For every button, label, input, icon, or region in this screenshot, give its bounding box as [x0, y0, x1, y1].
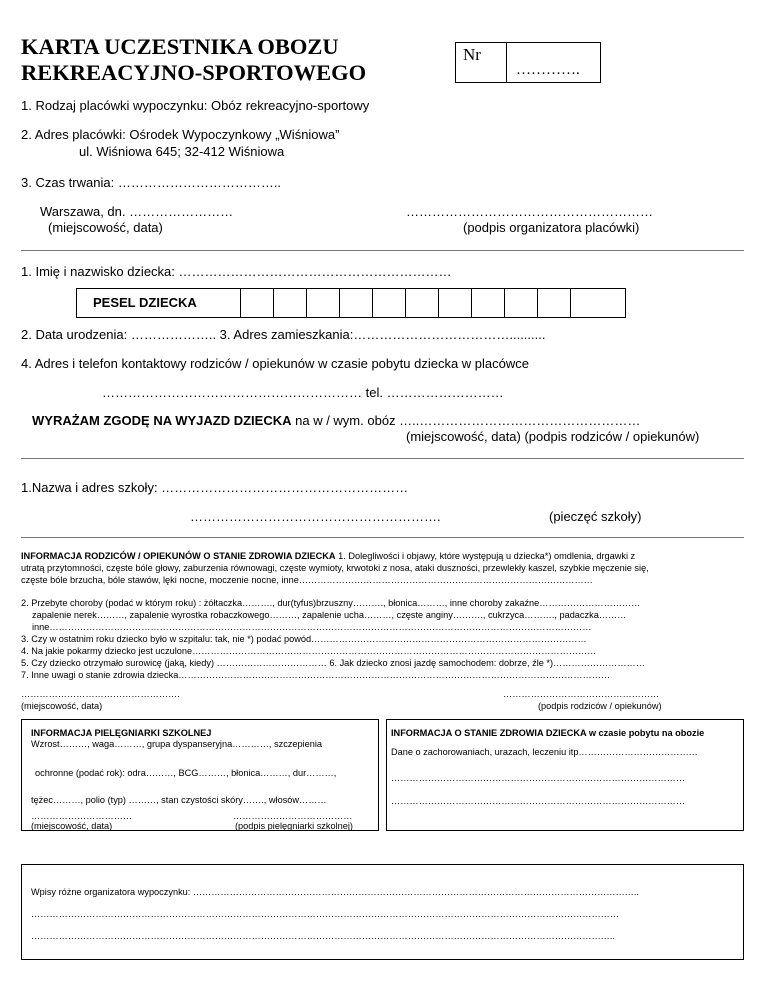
- zdrowie-line3[interactable]: częste bóle brzucha, bóle stawów, lęki nocne, moczenie nocne, inne……………………………………………………………………………………: [21, 575, 593, 585]
- zdrowie-line1-rest: 1. Dolegliwości i objawy, które występują u dziecka*) omdlenia, drgawki z: [335, 551, 636, 561]
- pielegniarka-line1[interactable]: Wzrost………, waga………, grupa dyspanseryjna…………, szczepienia: [31, 739, 323, 749]
- data-urodzenia-adres-field[interactable]: 2. Data urodzenia: ……………….. 3. Adres zamieszkania:………………………………..........: [21, 327, 546, 342]
- pielegniarka-label-left: (miejscowość, data): [31, 821, 113, 831]
- pesel-cell[interactable]: [273, 289, 306, 317]
- podpis-organizatora-label: (podpis organizatora placówki): [463, 220, 640, 235]
- divider-3: [21, 537, 744, 538]
- zdrowie-line2: utratą przytomności, częste bóle głowy, zaburzenia równowagi, częste wymioty, krwotoki z nosa, ataki duszności, przewlekły kaszel, szybkie męczenie się,: [21, 563, 649, 573]
- pesel-cell[interactable]: [405, 289, 438, 317]
- pielegniarka-title: INFORMACJA PIELĘGNIARKI SZKOLNEJ: [31, 728, 212, 738]
- zdrowie-podpis-label: (podpis rodziców / opiekunów): [538, 701, 662, 711]
- pieczec-label: (pieczęć szkoły): [549, 509, 642, 524]
- pesel-cells[interactable]: [240, 289, 603, 317]
- uczulenia-field[interactable]: 4. Na jakie pokarmy dziecko jest uczulone……………………………………………………………………………………………………………………: [21, 646, 597, 656]
- stan-zdrowia-obozie-line2[interactable]: ……………………………………………………………………………………: [391, 773, 685, 783]
- surowica-jazda-field[interactable]: 5. Czy dziecko otrzymało surowicę (jaką, kiedy) ……………………………… 6. Jak dziecko znosi jazdę samochodem: dobrze, źle *)…………………………: [21, 658, 645, 668]
- pesel-cell[interactable]: [372, 289, 405, 317]
- adres-telefon-field[interactable]: …………………………………………………… tel. ………………………: [102, 385, 504, 400]
- adres-telefon-label: 4. Adres i telefon kontaktowy rodziców / opiekunów w czasie pobytu dziecka w placówce: [21, 356, 529, 371]
- pesel-cell[interactable]: [570, 289, 603, 317]
- pesel-label: PESEL DZIECKA: [93, 295, 197, 310]
- pielegniarka-dots-right[interactable]: …………………………………: [233, 811, 353, 821]
- pesel-cell[interactable]: [240, 289, 273, 317]
- form-title-line1: KARTA UCZESTNIKA OBOZU: [21, 34, 339, 59]
- pielegniarka-line3[interactable]: tężec………, polio (typ) ………, stan czystości skóry……., włosów………: [31, 795, 327, 805]
- pesel-box: [76, 288, 626, 318]
- zdrowie-heading: INFORMACJA RODZICÓW / OPIEKUNÓW O STANIE ZDROWIA DZIECKA: [21, 551, 336, 561]
- wpisy-line2[interactable]: …………………………………………………………………………………………………………………………………………………………………………: [31, 909, 619, 919]
- pielegniarka-dots-left[interactable]: ……………………………: [31, 811, 133, 821]
- stan-zdrowia-obozie-line3[interactable]: ……………………………………………………………………………………: [391, 796, 685, 806]
- szkola-dots[interactable]: ………………………………………………….: [190, 509, 441, 524]
- placowka-rodzaj: 1. Rodzaj placówki wypoczynku: Obóz rekreacyjno-sportowy: [21, 98, 370, 113]
- pesel-cell[interactable]: [438, 289, 471, 317]
- zgoda-bold: WYRAŻAM ZGODĘ NA WYJAZD DZIECKA: [32, 413, 292, 428]
- szpital-field[interactable]: 3. Czy w ostatnim roku dziecko było w szpitalu: tak, nie *) podać powód………………………………………………………………………………: [21, 634, 587, 644]
- stan-zdrowia-obozie-title: INFORMACJA O STANIE ZDROWIA DZIECKA w czasie pobytu na obozie: [391, 728, 705, 738]
- pesel-cell[interactable]: [504, 289, 537, 317]
- zgoda-line[interactable]: [32, 413, 640, 429]
- pesel-cell[interactable]: [471, 289, 504, 317]
- number-divider: [506, 43, 507, 82]
- zgoda-rest: na w / wym. obóz …..……………………………………………: [291, 413, 641, 428]
- number-field[interactable]: ………….: [516, 62, 580, 78]
- wpisy-organizatora-box: [21, 864, 744, 960]
- pesel-cell[interactable]: [339, 289, 372, 317]
- wpisy-line1[interactable]: Wpisy różne organizatora wypoczynku: ………………………………………………………………………………………………………………………………..: [31, 887, 639, 897]
- pesel-cell[interactable]: [306, 289, 339, 317]
- stan-zdrowia-obozie-line1[interactable]: Dane o zachorowaniach, urazach, leczeniu itp…………………………………: [391, 747, 698, 757]
- divider-2: [21, 458, 744, 459]
- stan-zdrowia-obozie-box: [386, 719, 744, 831]
- podpis-organizatora-field[interactable]: …………………………………………………: [406, 204, 653, 219]
- zgoda-label: (miejscowość, data) (podpis rodziców / opiekunów): [406, 429, 700, 444]
- przebyte-choroby-line3[interactable]: inne……………………………………………………………………………………………………………………………………………………………: [32, 622, 592, 632]
- zdrowie-miejsce-data-dots[interactable]: …………………………………………….: [21, 689, 180, 699]
- miejsce-data-field[interactable]: Warszawa, dn. ……………………: [40, 204, 234, 219]
- pielegniarka-label-right: (podpis pielęgniarki szkolnej): [235, 821, 353, 831]
- pielegniarka-line2[interactable]: ochronne (podać rok): odra………, BCG………, błonica………, dur………,: [35, 768, 337, 778]
- zdrowie-miejsce-data-label: (miejscowość, data): [21, 701, 103, 711]
- szkola-field[interactable]: 1.Nazwa i adres szkoły: …………………………………………………: [21, 480, 409, 495]
- miejsce-data-label: (miejscowość, data): [48, 220, 163, 235]
- pesel-cell[interactable]: [537, 289, 570, 317]
- number-label: Nr: [463, 45, 481, 64]
- number-box: [455, 42, 601, 83]
- pielegniarka-box: [21, 719, 379, 831]
- placowka-adres: 2. Adres placówki: Ośrodek Wypoczynkowy „Wiśniowa”: [21, 127, 340, 142]
- inne-uwagi-field[interactable]: 7. Inne uwagi o stanie zdrowia dziecka……………………………………………………………………………………………………………………………: [21, 670, 611, 680]
- placowka-adres-ulica: ul. Wiśniowa 645; 32-412 Wiśniowa: [79, 144, 285, 159]
- zdrowie-line1: [21, 550, 635, 562]
- form-title-line2: REKREACYJNO-SPORTOWEGO: [21, 60, 367, 85]
- przebyte-choroby-line1[interactable]: 2. Przebyte choroby (podać w którym roku) : żółtaczka………., dur(tyfus)brzuszny………., błonica………, inne choroby zakaźne……………………………: [21, 598, 641, 608]
- divider-1: [21, 250, 744, 251]
- imie-nazwisko-field[interactable]: 1. Imię i nazwisko dziecka: ………………………………………………………: [21, 264, 452, 279]
- zdrowie-podpis-dots[interactable]: ……………………………………………: [503, 689, 660, 699]
- wpisy-line3[interactable]: ………………………………………………………………………………………………………………………………………………………………………..: [31, 931, 615, 941]
- czas-trwania-field[interactable]: 3. Czas trwania: ………………………………..: [21, 175, 282, 190]
- przebyte-choroby-line2[interactable]: zapalenie nerek………, zapalenie wyrostka robaczkowego………, zapalenie ucha………, częste anginy………., cukrzyca………., padaczka………: [32, 610, 627, 620]
